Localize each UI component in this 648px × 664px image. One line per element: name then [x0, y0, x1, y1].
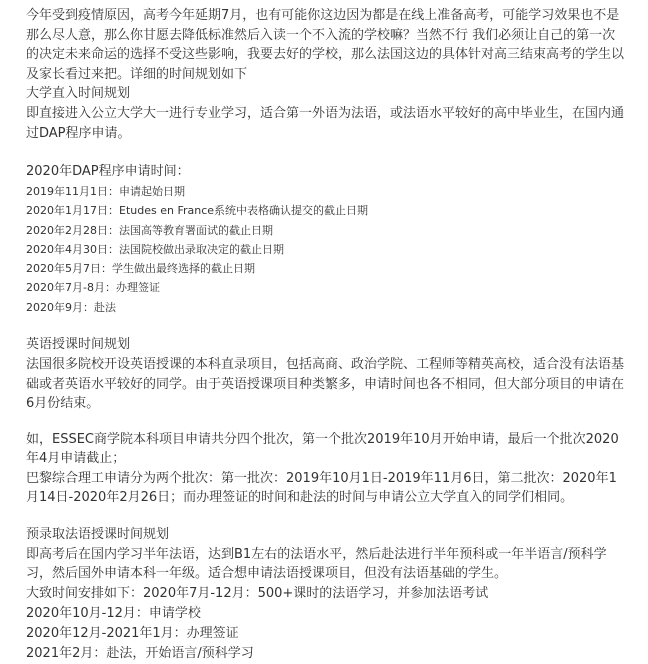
timeline-item: 2020年2月28日：法国高等教育署面试的截止日期	[26, 223, 273, 237]
section-title-english: 英语授课时间规划	[26, 337, 131, 353]
section-desc-prep: 即高考后在国内学习半年法语，达到B1左右的法语水平，然后赴法进行半年预科或一年半语言/预科学习，然后国外申请本科一年级。适合想申请法语授课项目，但没有法语基础的学生。	[26, 546, 607, 582]
timeline-item: 2020年12月-2021年1月：办理签证	[26, 625, 239, 641]
dap-timeline	[26, 182, 648, 317]
timeline-item: 2020年4月30日：法国院校做出录取决定的截止日期	[26, 242, 284, 256]
dap-title: 2020年DAP程序申请时间：	[26, 164, 190, 179]
example-polytechnique: 巴黎综合理工申请分为两个批次：第一批次：2019年10月1日-2019年11月6日，第二批次：2020年1月14日-2020年2月26日；而办理签证的时间和赴法的时间与申请公立大学直入的同学们相同。	[26, 470, 617, 506]
intro-paragraph: 今年受到疫情原因，高考今年延期7月，也有可能你这边因为都是在线上准备高考，可能学习效果也不是那么尽人意，那么你甘愿去降低标准然后入读一个不入流的学校嘛？当然不行 我们必须让自己的第一次的决定未来命运的选择不受这些影响，我要去好的学校，那么法国这边的具体针对高三结束高考的学生以及家长看过来把。详细的时间规划如下	[26, 8, 625, 82]
timeline-item: 2020年5月7日：学生做出最终选择的截止日期	[26, 262, 255, 276]
timeline-item: 2020年7月-8月：办理签证	[26, 281, 160, 295]
section-desc-direct-entry: 即直接进入公立大学大一进行专业学习，适合第一外语为法语，或法语水平较好的高中毕业生，在国内通过DAP程序申请。	[26, 106, 625, 141]
example-essec: 如，ESSEC商学院本科项目申请共分四个批次，第一个批次2019年10月开始申请，最后一个批次2020年4月申请截止；	[26, 431, 619, 467]
section-desc-english: 法国很多院校开设英语授课的本科直录项目，包括高商、政治学院、工程师等精英高校，适合没有法语基础或者英语水平较好的同学。由于英语授课项目种类繁多，申请时间也各不相同，但大部分项目的申请在6月份结束。	[26, 357, 625, 412]
prep-timeline	[26, 584, 648, 664]
timeline-item: 2020年10月-12月：申请学校	[26, 605, 201, 621]
timeline-item: 2019年11月1日：申请起始日期	[26, 185, 185, 198]
timeline-item: 2021年2月：赴法，开始语言/预科学习	[26, 645, 254, 661]
section-title-direct-entry: 大学直入时间规划	[26, 86, 131, 101]
section-title-prep: 预录取法语授课时间规划	[26, 526, 170, 542]
timeline-item: 2020年1月17日：Etudes en France系统中表格确认提交的截止日期	[26, 204, 369, 218]
timeline-item: 2020年9月：赴法	[26, 300, 116, 314]
timeline-item: 大致时间安排如下：2020年7月-12月：500+课时的法语学习，并参加法语考试	[26, 585, 489, 601]
